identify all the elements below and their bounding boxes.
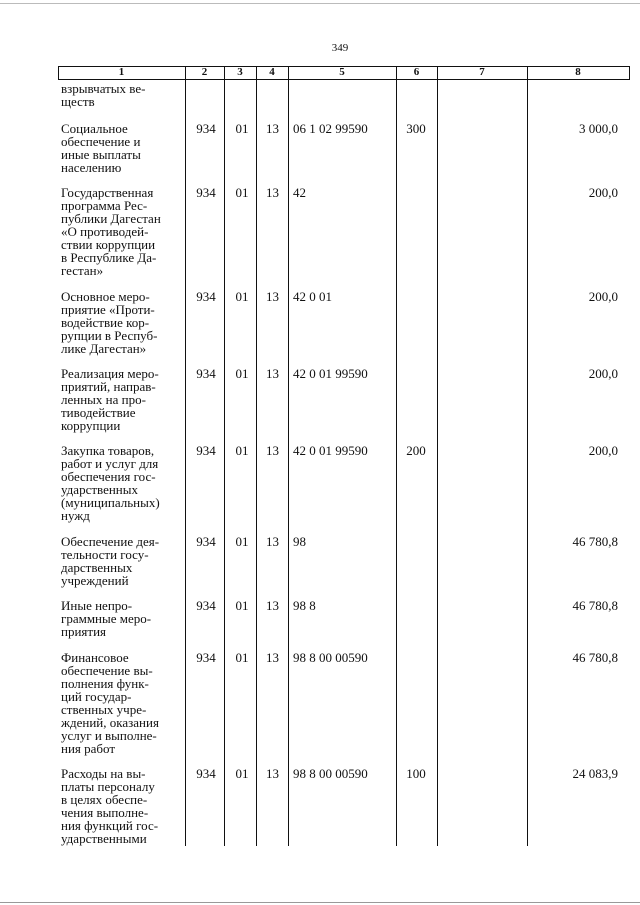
row-col-5: 98 8 00 00590 <box>293 650 368 665</box>
header-col-8: 8 <box>575 66 581 78</box>
header-col-7: 7 <box>479 66 485 78</box>
row-col-8: 46 780,8 <box>572 598 618 613</box>
row-col-4: 13 <box>266 598 279 613</box>
header-col-4: 4 <box>269 66 275 78</box>
row-col-3: 01 <box>235 598 249 613</box>
row-col-8: 200,0 <box>588 366 618 381</box>
header-col-1: 1 <box>118 66 125 78</box>
row-col-5: 42 0 01 99590 <box>293 366 368 381</box>
col-border-4 <box>288 66 289 846</box>
row-col-8: 200,0 <box>588 443 618 458</box>
row-col-4: 13 <box>266 443 279 458</box>
row-col-5: 42 <box>293 185 306 200</box>
row-col-4: 13 <box>266 185 279 200</box>
row-name: Обеспечение дея- тельности госу- дарственных учреждений <box>61 534 160 588</box>
col-border-5 <box>396 66 397 846</box>
header-col-6: 6 <box>413 66 420 78</box>
row-col-8: 200,0 <box>588 185 618 200</box>
row-col-5: 42 0 01 <box>293 289 332 304</box>
row-name: взрывчатых ве- ществ <box>61 81 146 109</box>
row-col-5: 98 8 00 00590 <box>293 766 368 781</box>
row-col-3: 01 <box>235 185 249 200</box>
row-name: Государственная программа Рес- публики Дагестан «О противодей- ствии коррупции в Республике Да- гестан» <box>61 185 161 278</box>
row-col-5: 06 1 02 99590 <box>293 121 368 136</box>
page-number: 349 <box>331 42 349 54</box>
header-bottom-border <box>58 79 630 80</box>
row-col-4: 13 <box>266 766 279 781</box>
row-col-3: 01 <box>235 650 249 665</box>
row-col-2: 934 <box>196 121 216 136</box>
row-col-6: 300 <box>406 121 426 136</box>
row-col-8: 46 780,8 <box>572 534 618 549</box>
row-col-4: 13 <box>266 366 279 381</box>
row-col-4: 13 <box>266 534 279 549</box>
row-col-2: 934 <box>196 766 216 781</box>
row-col-2: 934 <box>196 650 216 665</box>
row-col-2: 934 <box>196 443 216 458</box>
row-col-5: 98 <box>293 534 306 549</box>
row-col-3: 01 <box>235 534 249 549</box>
header-col-2: 2 <box>201 66 208 78</box>
row-col-6: 100 <box>406 766 426 781</box>
col-border-8 <box>629 66 630 79</box>
row-col-2: 934 <box>196 289 216 304</box>
col-border-2 <box>224 66 225 846</box>
col-border-6 <box>437 66 438 846</box>
row-name: Социальное обеспечение и иные выплаты населению <box>61 121 141 175</box>
row-col-8: 3 000,0 <box>579 121 618 136</box>
row-col-2: 934 <box>196 366 216 381</box>
row-col-2: 934 <box>196 185 216 200</box>
row-col-3: 01 <box>235 289 249 304</box>
row-col-8: 46 780,8 <box>572 650 618 665</box>
row-col-3: 01 <box>235 443 249 458</box>
row-col-8: 24 083,9 <box>572 766 618 781</box>
row-name: Закупка товаров, работ и услуг для обеспечения гос- ударственных (муниципальных) нужд <box>61 443 160 523</box>
row-col-4: 13 <box>266 121 279 136</box>
row-name: Реализация меро- приятий, направ- ленных на про- тиводействие коррупции <box>61 366 159 433</box>
row-col-3: 01 <box>235 366 249 381</box>
header-col-5: 5 <box>339 66 345 78</box>
row-col-8: 200,0 <box>588 289 618 304</box>
row-col-5: 98 8 <box>293 598 316 613</box>
header-col-3: 3 <box>237 66 243 78</box>
row-col-5: 42 0 01 99590 <box>293 443 368 458</box>
row-col-4: 13 <box>266 650 279 665</box>
col-border-1 <box>185 66 186 846</box>
row-col-4: 13 <box>266 289 279 304</box>
row-col-3: 01 <box>235 766 249 781</box>
row-col-2: 934 <box>196 598 216 613</box>
row-name: Расходы на вы- платы персоналу в целях обеспе- чения выполне- ния функций гос- ударственными <box>61 766 159 846</box>
row-name: Иные непро- граммные меро- приятия <box>61 598 152 639</box>
row-name: Основное меро- приятие «Проти- водействие кор- рупции в Респуб- лике Дагестан» <box>61 289 158 356</box>
row-col-6: 200 <box>406 443 426 458</box>
row-name: Финансовое обеспечение вы- полнения функ- ций государ- ственных учре- ждений, оказания услуг и выполне- ния работ <box>61 650 159 756</box>
col-border-7 <box>527 66 528 846</box>
row-col-2: 934 <box>196 534 216 549</box>
bottom-scan-line <box>0 902 640 903</box>
row-col-3: 01 <box>235 121 249 136</box>
